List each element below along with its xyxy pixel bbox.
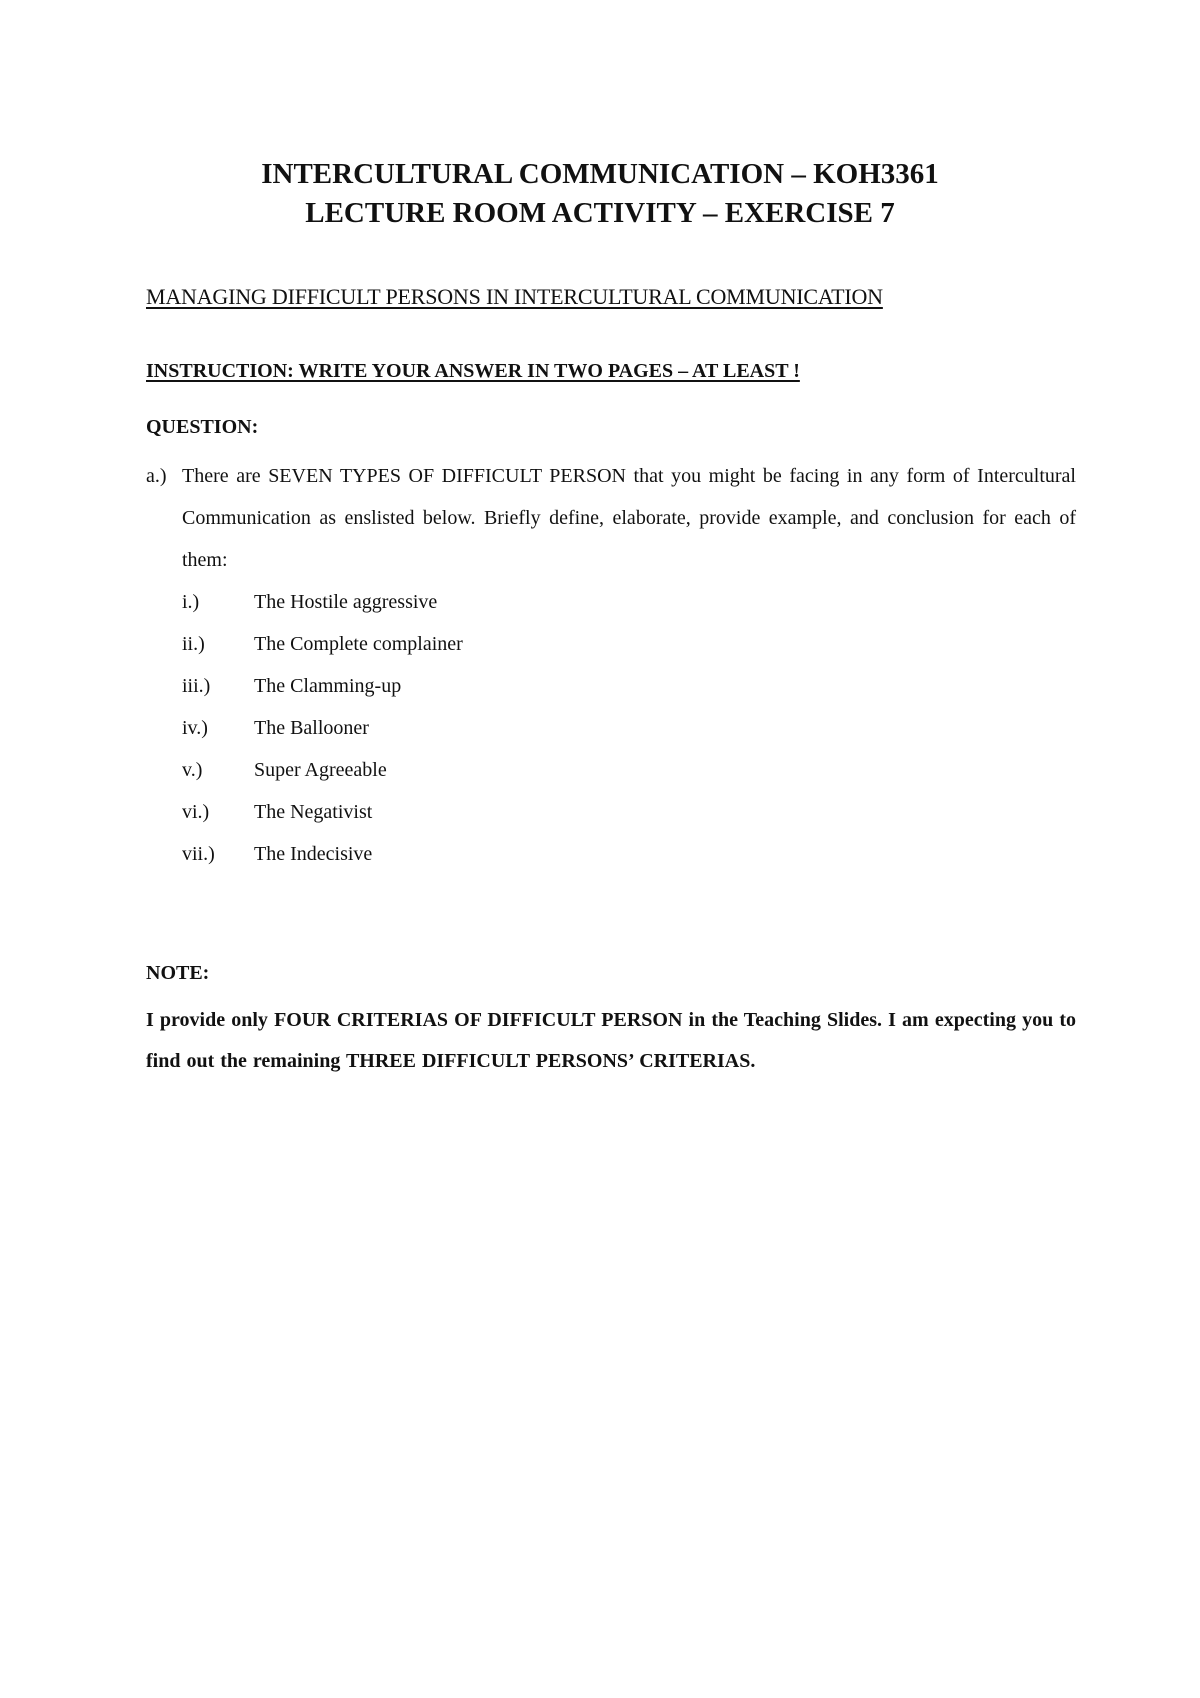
question-label: a.) xyxy=(146,465,167,487)
list-item xyxy=(182,791,463,833)
list-item xyxy=(182,581,463,623)
list-item-label: Super Agreeable xyxy=(254,759,387,781)
question-a xyxy=(146,455,1076,581)
title-line-exercise: LECTURE ROOM ACTIVITY – EXERCISE 7 xyxy=(305,197,895,229)
list-item-label: The Negativist xyxy=(254,801,373,823)
list-item-number: i.) xyxy=(182,591,200,613)
question-heading: QUESTION: xyxy=(146,416,259,438)
list-item xyxy=(182,833,463,875)
list-item-number: vii.) xyxy=(182,843,215,865)
list-item-number: iii.) xyxy=(182,675,211,697)
list-item-number: ii.) xyxy=(182,633,205,655)
list-item xyxy=(182,665,463,707)
instruction-text: INSTRUCTION: WRITE YOUR ANSWER IN TWO PAGES – AT LEAST ! xyxy=(146,360,800,382)
list-item-label: The Hostile aggressive xyxy=(254,591,438,613)
list-item-label: The Clamming-up xyxy=(254,675,402,697)
list-item-label: The Ballooner xyxy=(254,717,369,739)
list-item xyxy=(182,707,463,749)
list-item-label: The Complete complainer xyxy=(254,633,463,655)
difficult-person-types-list xyxy=(182,581,463,875)
list-item xyxy=(182,623,463,665)
title-line-course: INTERCULTURAL COMMUNICATION – KOH3361 xyxy=(261,158,939,190)
document-title xyxy=(0,155,1200,233)
note-heading: NOTE: xyxy=(146,962,210,984)
list-item-label: The Indecisive xyxy=(254,843,373,865)
question-text: There are SEVEN TYPES OF DIFFICULT PERSON that you might be facing in any form of Intercultural Communication as enslisted below. Briefly define, elaborate, provide example, and conclusion for each of them: xyxy=(182,465,1076,571)
topic-heading: MANAGING DIFFICULT PERSONS IN INTERCULTURAL COMMUNICATION xyxy=(146,284,883,309)
note-text: I provide only FOUR CRITERIAS OF DIFFICULT PERSON in the Teaching Slides. I am expecting you to find out the remaining THREE DIFFICULT PERSONS’ CRITERIAS. xyxy=(146,1009,1076,1072)
list-item-number: vi.) xyxy=(182,801,210,823)
list-item-number: iv.) xyxy=(182,717,208,739)
list-item xyxy=(182,749,463,791)
list-item-number: v.) xyxy=(182,759,203,781)
